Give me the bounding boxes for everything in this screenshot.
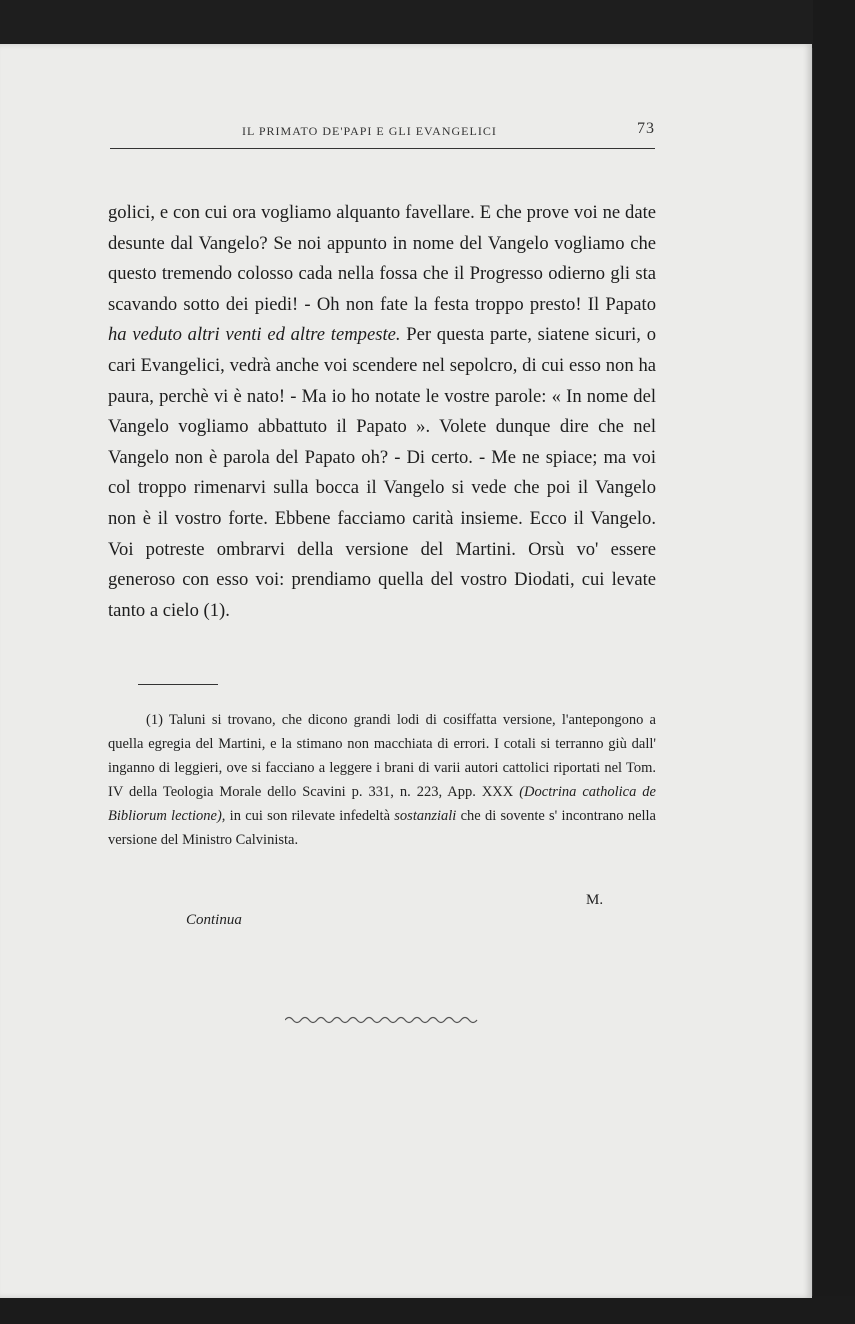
- scan-border-top: [0, 0, 855, 48]
- continua-label: Continua: [186, 912, 242, 928]
- italic-phrase: ha veduto altri venti ed altre tempeste.: [108, 324, 401, 346]
- footnote-run: (1) Taluni si trovano, che dicono grandi lodi di cosiffatta versione, l'antepongono a quella egregia del Martini, e la stimano non macchiata di errori. I cotali si terranno giù dall' inganno di leggieri, ove si facciano a leggere i brani di varii autori cattolici riportati nel Tom. IV della Teologia Morale dello Scavini p. 331, n. 223, App. XXX: [108, 712, 656, 800]
- author-signature: M.: [586, 892, 604, 908]
- main-text: [108, 198, 656, 626]
- footnote: [108, 708, 656, 852]
- text-run: Per questa parte, siatene sicuri, o cari Evangelici, vedrà anche voi scendere nel sepolcro, di cui esso non ha paura, perchè vi è nato! - Ma io ho notate le vostre parole: « In nome del Vangelo vogliamo abbattuto il Papato ». Volete dunque dire che nel Vangelo non è parola del Papato oh? - Di certo. - Me ne spiace; ma voi col troppo rimenarvi sulla bocca il Vangelo si vede che poi il Vangelo non è il vostro forte. Ebbene facciamo carità insieme. Ecco il Vangelo. Voi potreste ombrarvi della versione del Martini. Orsù vo' essere generoso con esso voi: prendiamo quella del vostro Diodati, cui levate tanto a cielo (1).: [108, 324, 656, 621]
- text-run: golici, e con cui ora vogliamo alquanto favellare. E che prove voi ne date desunte dal Vangelo? Se noi appunto in nome del Vangelo vogliamo che questo tremendo colosso cada nella fossa che il Progresso odierno gli sta scavando sotto dei piedi! - Oh non fate la festa troppo presto! Il Papato: [108, 202, 656, 315]
- scan-border-bottom: [0, 1296, 855, 1324]
- page-header: [110, 120, 655, 144]
- footnote-run: che di sovente s' incontrano nella versione del Ministro Calvinista.: [108, 808, 656, 848]
- footnote-italic-word: sostanziali: [394, 808, 457, 824]
- running-title: IL PRIMATO DE'PAPI E GLI EVANGELICI: [242, 124, 497, 138]
- footnote-italic-title: (Doctrina catholica de Bibliorum lectione),: [108, 784, 656, 824]
- header-rule: [110, 148, 655, 149]
- wavy-ornament: [285, 1014, 480, 1026]
- footnote-run: in cui son rilevate infedeltà: [225, 808, 395, 824]
- footnote-rule: [138, 684, 218, 685]
- page-number: 73: [637, 120, 655, 137]
- main-paragraph: [108, 198, 656, 626]
- scan-border-right: [813, 0, 855, 1324]
